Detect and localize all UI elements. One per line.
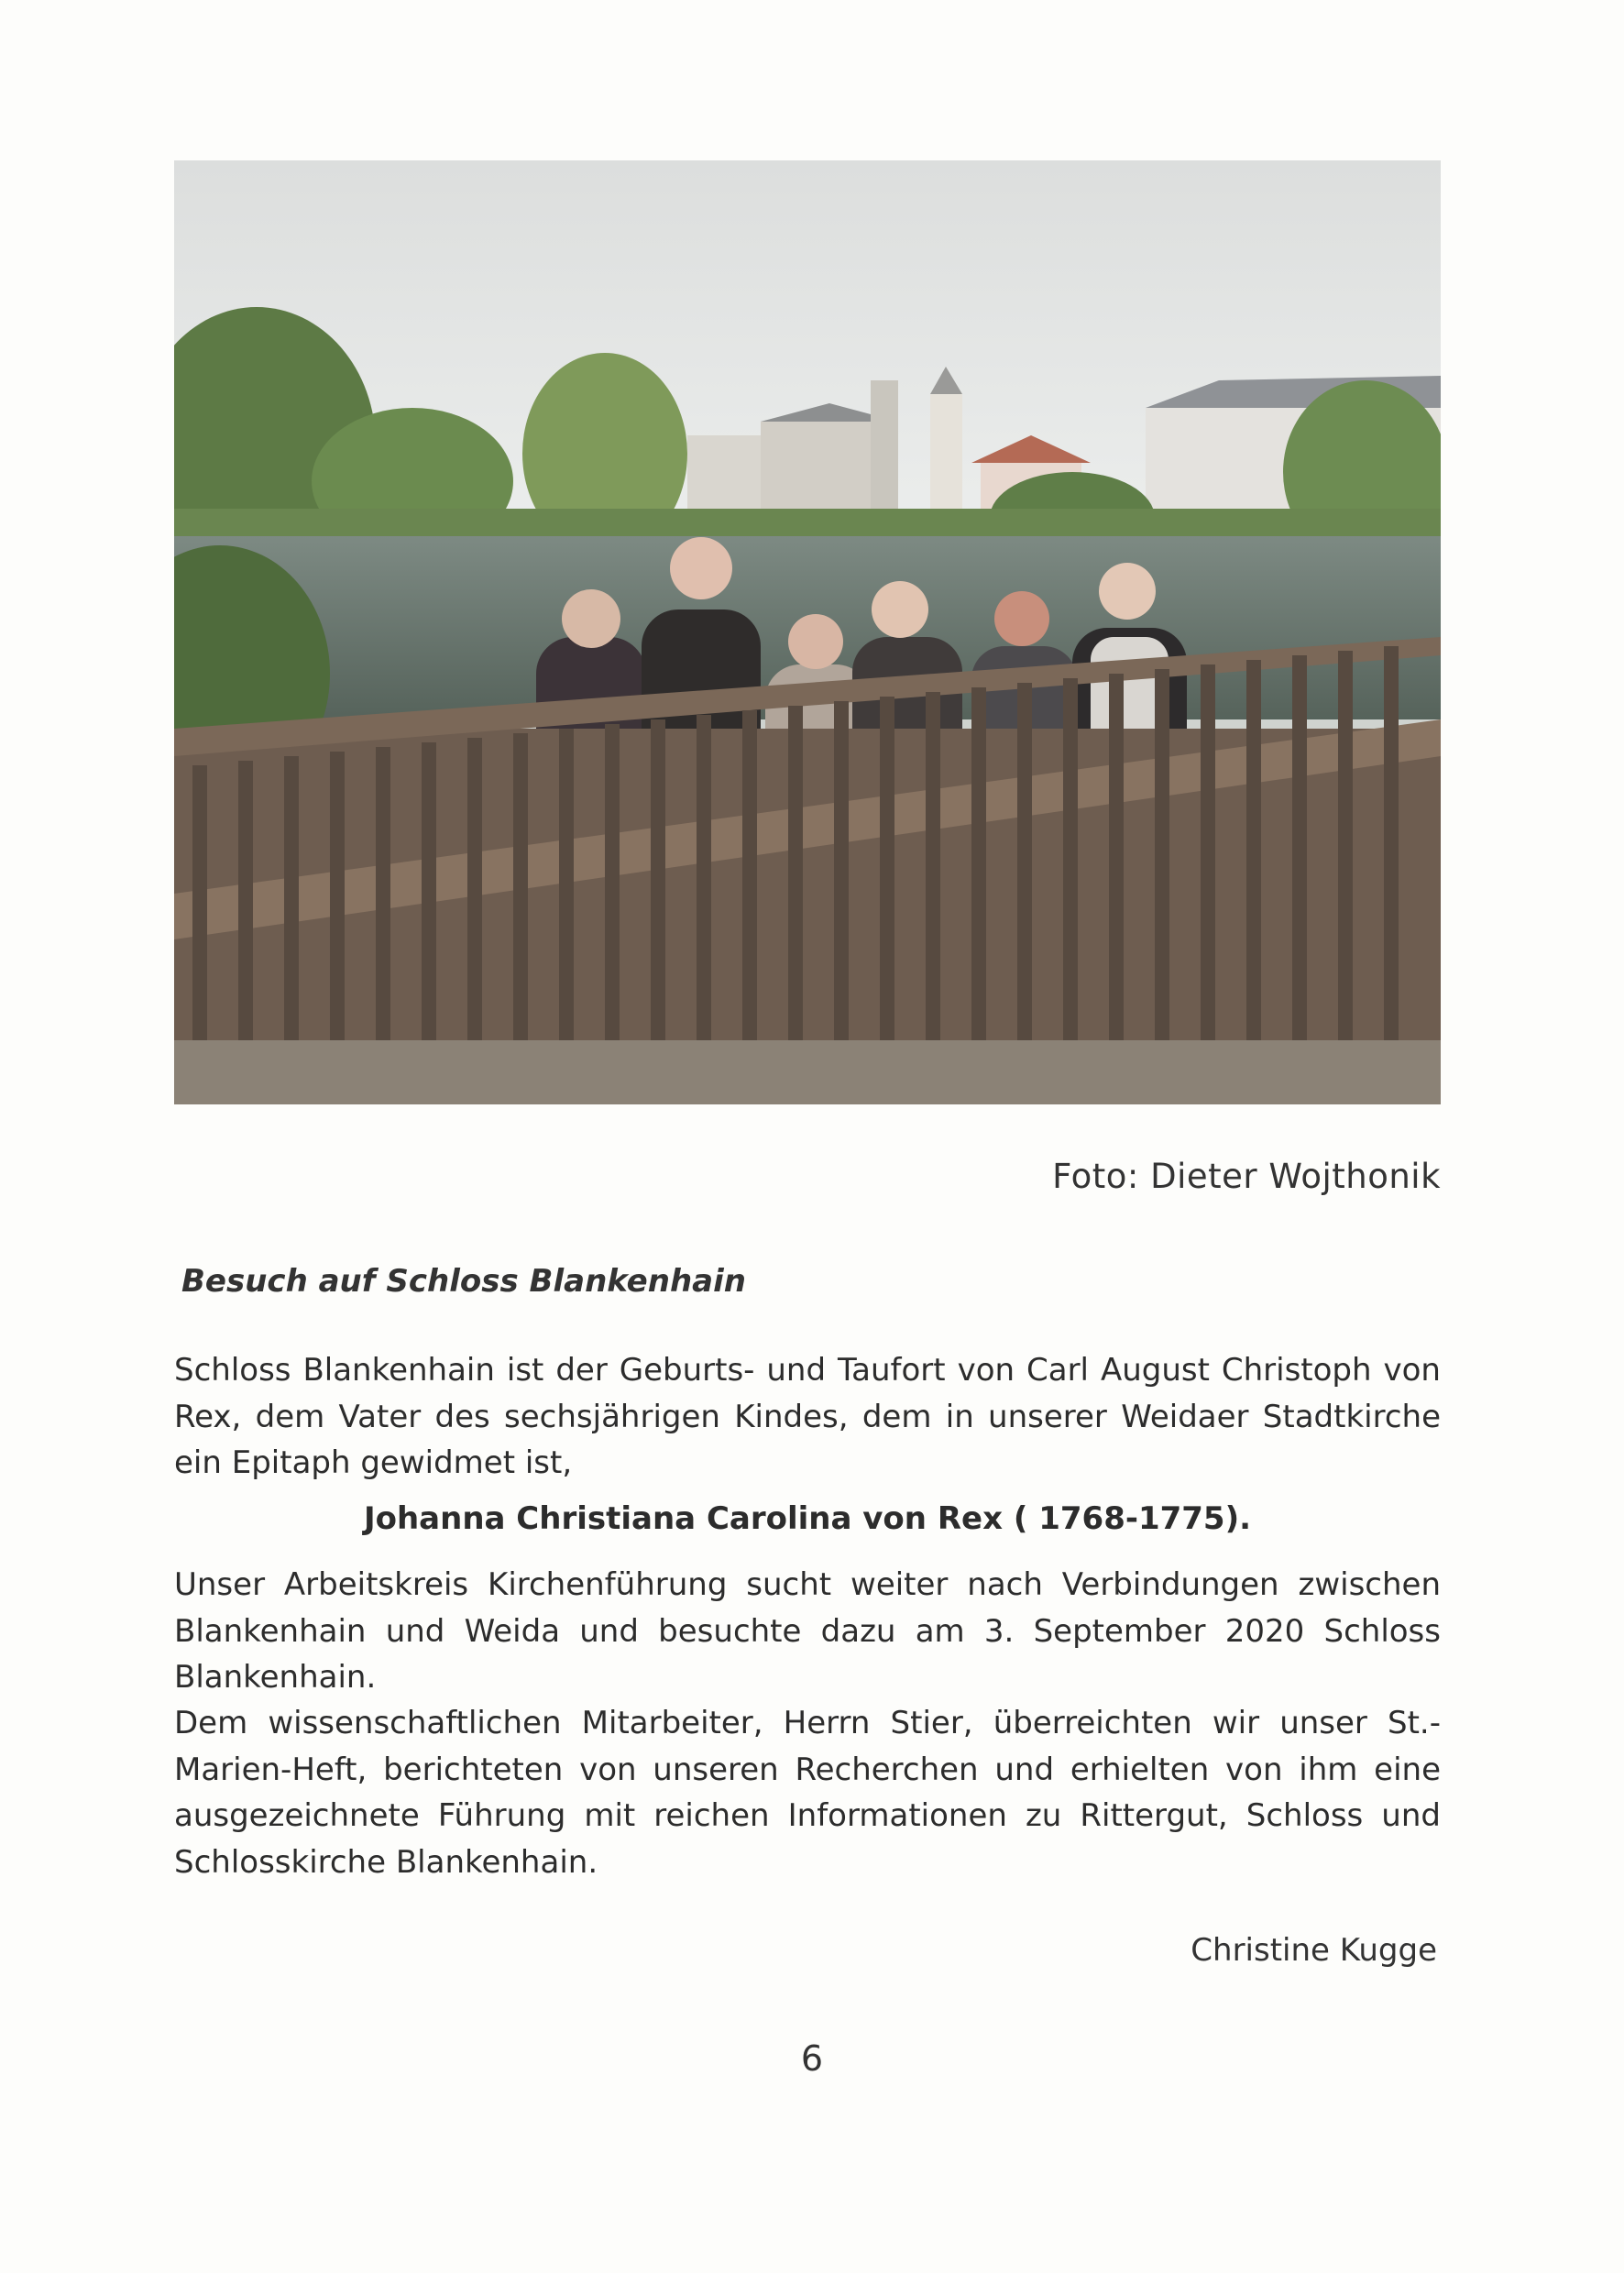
photo-credit: Foto: Dieter Wojthonik: [1052, 1157, 1441, 1196]
paragraph-2: Unser Arbeitskreis Kirchenführung sucht weiter nach Verbindungen zwischen Blankenhain und Weida und besuchte dazu am 3. September 2020 Schloss Blankenhain.: [174, 1566, 1441, 1696]
author-signature: Christine Kugge: [1191, 1932, 1437, 1969]
group-photo: [174, 160, 1441, 1104]
group-photo-image: [174, 160, 1441, 1104]
paragraph-1: Schloss Blankenhain ist der Geburts- und Taufort von Carl August Christoph von Rex, dem Vater des sechsjährigen Kindes, dem in unserer Weidaer Stadtkirche ein Epitaph gewidmet ist,: [174, 1352, 1441, 1481]
dedication-name: Johanna Christiana Carolina von Rex ( 1768-1775).: [363, 1500, 1252, 1537]
article-heading: Besuch auf Schloss Blankenhain: [181, 1263, 746, 1300]
paragraph-3: Dem wissenschaftlichen Mitarbeiter, Herrn Stier, überreichten wir unser St.-Marien-Heft, berichteten von unseren Recherchen und erhielten von ihm eine ausgezeichnete Führung mit reichen Informationen zu Rittergut, Schloss und Schlosskirche Blankenhain.: [174, 1705, 1441, 1881]
page-number: 6: [800, 2038, 824, 2079]
